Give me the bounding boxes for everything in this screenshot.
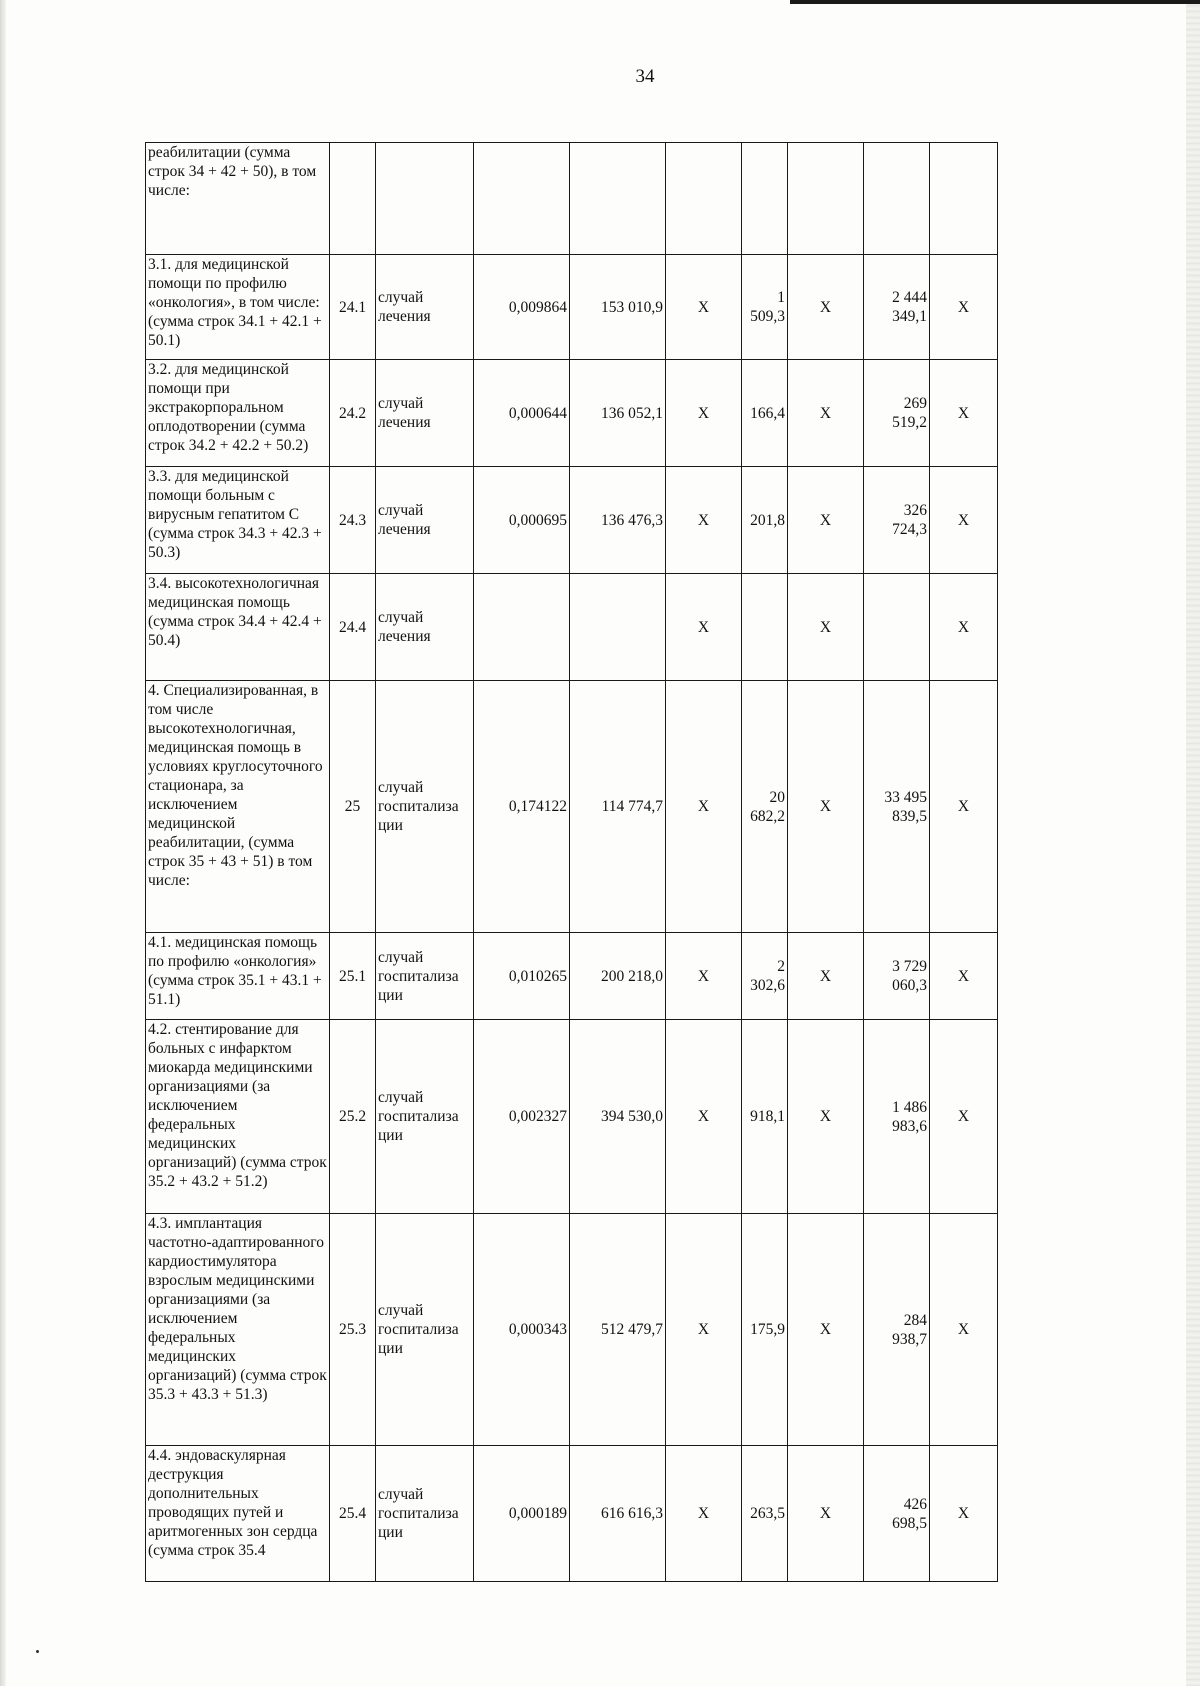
row-col6: Х (666, 1020, 742, 1214)
table-row (146, 255, 998, 360)
row-col8: Х (788, 360, 864, 467)
row-col7: 201,8 (742, 467, 788, 574)
row-col10: Х (930, 1446, 998, 1582)
row-col7 (742, 143, 788, 255)
row-name: 3.4. высокотехнологичная медицинская помощь (сумма строк 34.4 + 42.4 + 50.4) (146, 574, 330, 681)
row-code: 24.4 (330, 574, 376, 681)
row-cost: 136 052,1 (570, 360, 666, 467)
row-unit: случай госпитализа ции (376, 933, 474, 1020)
row-norm: 0,000343 (474, 1214, 570, 1446)
row-cost: 153 010,9 (570, 255, 666, 360)
row-code: 25.2 (330, 1020, 376, 1214)
row-norm (474, 574, 570, 681)
row-cost: 394 530,0 (570, 1020, 666, 1214)
table-row (146, 467, 998, 574)
row-norm: 0,000644 (474, 360, 570, 467)
row-cost: 136 476,3 (570, 467, 666, 574)
row-cost (570, 574, 666, 681)
row-unit: случай госпитализа ции (376, 681, 474, 933)
row-code: 25.3 (330, 1214, 376, 1446)
row-col10: Х (930, 255, 998, 360)
row-col10: Х (930, 681, 998, 933)
row-unit: случай госпитализа ции (376, 1446, 474, 1582)
row-col6: Х (666, 467, 742, 574)
row-col10: Х (930, 1020, 998, 1214)
row-col6: Х (666, 681, 742, 933)
scan-right-edge (1186, 0, 1200, 1686)
row-col10: Х (930, 933, 998, 1020)
row-code: 24.2 (330, 360, 376, 467)
row-code: 25.1 (330, 933, 376, 1020)
row-col9: 269 519,2 (864, 360, 930, 467)
row-norm (474, 143, 570, 255)
row-col8: Х (788, 255, 864, 360)
row-name: реабилитации (сумма строк 34 + 42 + 50), в том числе: (146, 143, 330, 255)
row-col9: 2 444 349,1 (864, 255, 930, 360)
row-norm: 0,009864 (474, 255, 570, 360)
row-unit: случай лечения (376, 360, 474, 467)
scan-left-edge (0, 0, 6, 1686)
row-col6 (666, 143, 742, 255)
row-col9 (864, 574, 930, 681)
row-code (330, 143, 376, 255)
row-col10 (930, 143, 998, 255)
row-unit: случай лечения (376, 574, 474, 681)
row-name: 4. Специализированная, в том числе высокотехнологичная, медицинская помощь в условиях круглосуточного стационара, за исключением медицинской реабилитации, (сумма строк 35 + 43 + 51) в том числе: (146, 681, 330, 933)
scan-top-line (790, 0, 1200, 4)
row-unit (376, 143, 474, 255)
row-col10: Х (930, 360, 998, 467)
row-unit: случай лечения (376, 467, 474, 574)
row-name: 4.4. эндоваскулярная деструкция дополнительных проводящих путей и аритмогенных зон сердца (сумма строк 35.4 (146, 1446, 330, 1582)
row-col6: Х (666, 255, 742, 360)
page-number: 34 (635, 66, 655, 87)
row-col8: Х (788, 574, 864, 681)
row-col7: 1 509,3 (742, 255, 788, 360)
row-col9: 284 938,7 (864, 1214, 930, 1446)
row-code: 24.1 (330, 255, 376, 360)
table-row (146, 574, 998, 681)
row-unit: случай госпитализа ции (376, 1214, 474, 1446)
row-col6: Х (666, 933, 742, 1020)
table-row (146, 933, 998, 1020)
table-row (146, 1214, 998, 1446)
row-code: 24.3 (330, 467, 376, 574)
row-norm: 0,000695 (474, 467, 570, 574)
row-col9: 326 724,3 (864, 467, 930, 574)
row-col6: Х (666, 1446, 742, 1582)
row-norm: 0,000189 (474, 1446, 570, 1582)
financing-table (145, 142, 998, 1582)
row-col8 (788, 143, 864, 255)
row-col9 (864, 143, 930, 255)
row-col9: 3 729 060,3 (864, 933, 930, 1020)
row-col6: Х (666, 574, 742, 681)
table-row (146, 1446, 998, 1582)
row-name: 4.3. имплантация частотно-адаптированного кардиостимулятора взрослым медицинскими организациями (за исключением федеральных медицинских организаций) (сумма строк 35.3 + 43.3 + 51.3) (146, 1214, 330, 1446)
table-row (146, 143, 998, 255)
row-name: 3.2. для медицинской помощи при экстракорпоральном оплодотворении (сумма строк 34.2 + 42.2 + 50.2) (146, 360, 330, 467)
scan-speck (36, 1650, 39, 1653)
row-norm: 0,174122 (474, 681, 570, 933)
row-cost (570, 143, 666, 255)
row-unit: случай лечения (376, 255, 474, 360)
row-col7 (742, 574, 788, 681)
row-col10: Х (930, 467, 998, 574)
row-col7: 175,9 (742, 1214, 788, 1446)
row-code: 25 (330, 681, 376, 933)
row-unit: случай госпитализа ции (376, 1020, 474, 1214)
row-col10: Х (930, 1214, 998, 1446)
row-col8: Х (788, 933, 864, 1020)
row-name: 4.2. стентирование для больных с инфарктом миокарда медицинскими организациями (за исключением федеральных медицинских организаций) (сумма строк 35.2 + 43.2 + 51.2) (146, 1020, 330, 1214)
row-col10: Х (930, 574, 998, 681)
table-row (146, 1020, 998, 1214)
row-norm: 0,010265 (474, 933, 570, 1020)
row-col7: 2 302,6 (742, 933, 788, 1020)
row-cost: 114 774,7 (570, 681, 666, 933)
row-col8: Х (788, 1020, 864, 1214)
row-col6: Х (666, 1214, 742, 1446)
row-col7: 918,1 (742, 1020, 788, 1214)
row-col8: Х (788, 1214, 864, 1446)
row-col7: 20 682,2 (742, 681, 788, 933)
row-cost: 200 218,0 (570, 933, 666, 1020)
row-name: 4.1. медицинская помощь по профилю «онкология» (сумма строк 35.1 + 43.1 + 51.1) (146, 933, 330, 1020)
row-col8: Х (788, 681, 864, 933)
row-col8: Х (788, 467, 864, 574)
row-col6: Х (666, 360, 742, 467)
row-col8: Х (788, 1446, 864, 1582)
row-name: 3.1. для медицинской помощи по профилю «онкология», в том числе: (сумма строк 34.1 + 42.1 + 50.1) (146, 255, 330, 360)
row-col9: 426 698,5 (864, 1446, 930, 1582)
row-col7: 263,5 (742, 1446, 788, 1582)
row-norm: 0,002327 (474, 1020, 570, 1214)
table-row (146, 681, 998, 933)
row-cost: 512 479,7 (570, 1214, 666, 1446)
row-code: 25.4 (330, 1446, 376, 1582)
row-col9: 33 495 839,5 (864, 681, 930, 933)
row-cost: 616 616,3 (570, 1446, 666, 1582)
table-row (146, 360, 998, 467)
row-col7: 166,4 (742, 360, 788, 467)
row-name: 3.3. для медицинской помощи больным с вирусным гепатитом С (сумма строк 34.3 + 42.3 + 50.3) (146, 467, 330, 574)
row-col9: 1 486 983,6 (864, 1020, 930, 1214)
